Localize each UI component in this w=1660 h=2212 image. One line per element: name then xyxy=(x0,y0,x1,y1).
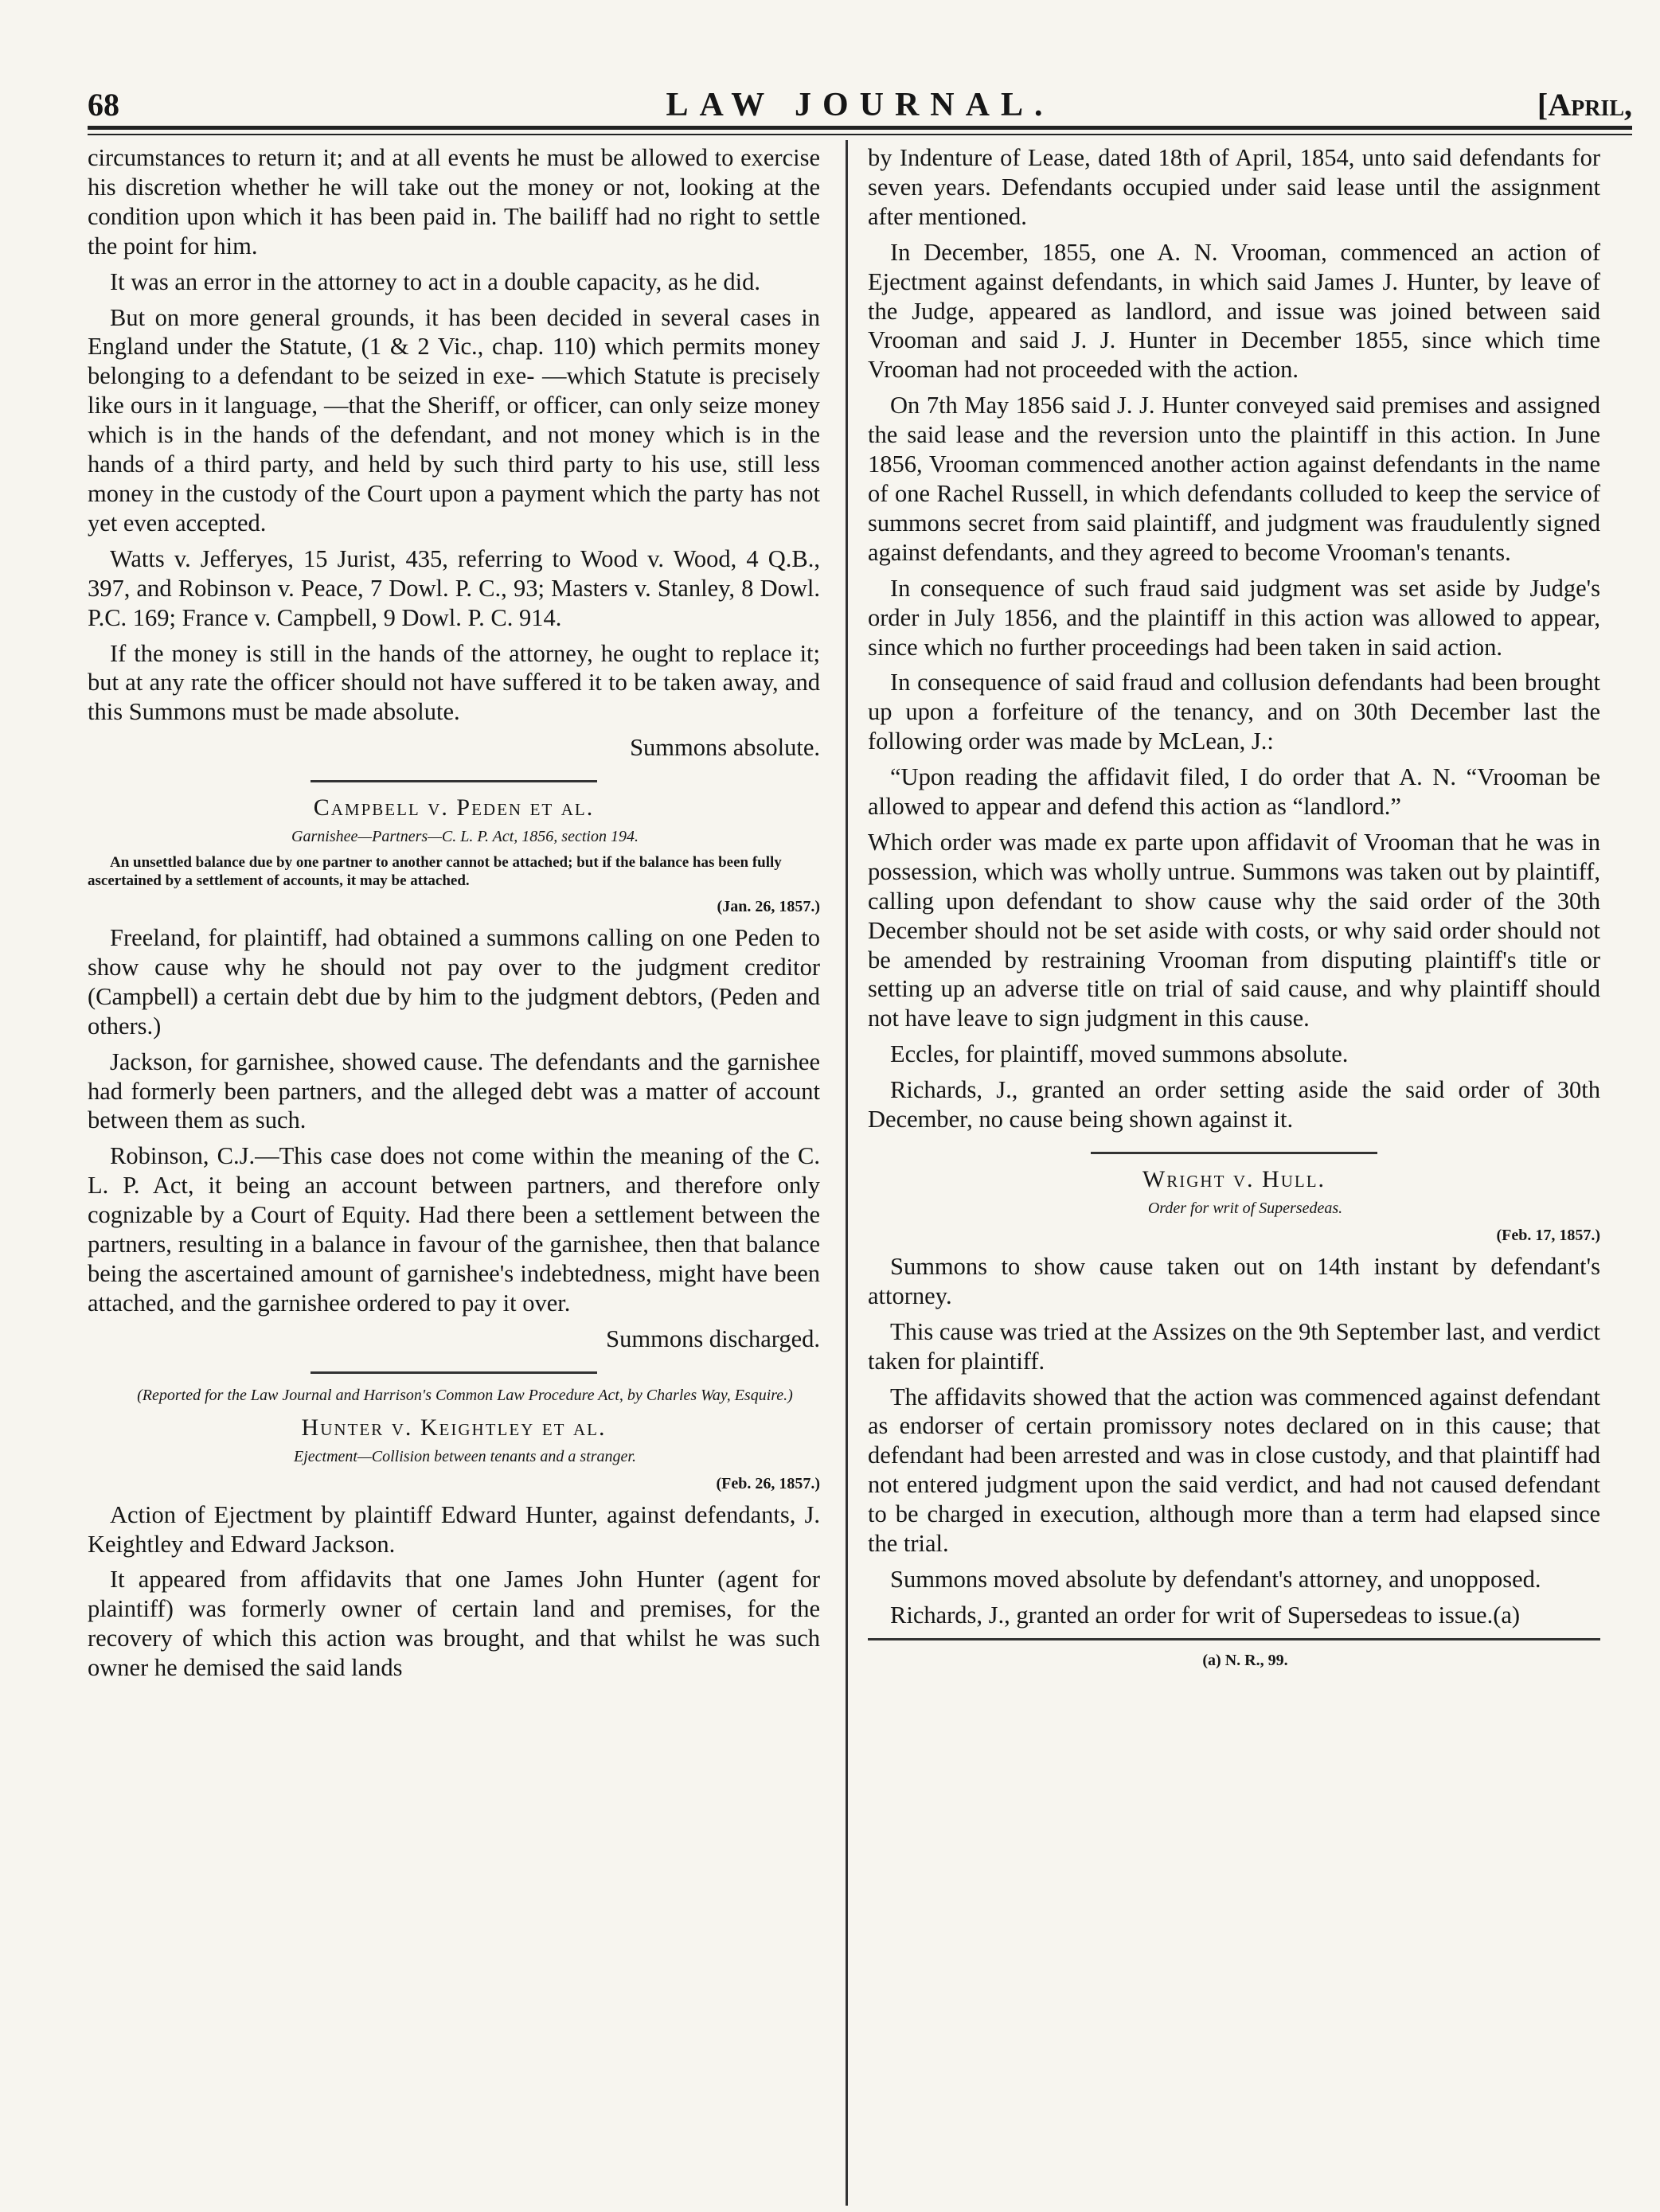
paragraph: Summons moved absolute by defendant's attorney, and unopposed. xyxy=(890,1565,1541,1593)
paragraph: by Indenture of Lease, dated 18th of April, 1854, unto said defendants for seven years. Defendants occupied under said lease until the assignment after mentioned. xyxy=(868,144,1600,230)
paragraph: Freeland, for plaintiff, had obtained a summons calling on one Peden to show cause why he should not pay over to the judgment creditor (Campbell) a certain debt due by him to the judgment debtors, (Peden and others.) xyxy=(88,924,820,1040)
case-separator xyxy=(311,1371,597,1374)
journal-title: LAW JOURNAL. xyxy=(666,87,1054,123)
header-rule xyxy=(88,126,1632,130)
paragraph: But on more general grounds, it has been decided in several cases in England under the Statute, (1 & 2 Vic., chap. 110) which permits money belonging to a defendant to be seized in exe- —which Statute is precisely like ours in it language, —that the Sheriff, or officer, can only seize money which is in the hands of the defendant, and not money which is in the hands of a third party, and held by such third party to his use, still less money in the custody of the Court upon a payment which the party has not yet even accepted. xyxy=(88,303,820,536)
page-number: 68 xyxy=(88,87,119,123)
paragraph: Action of Ejectment by plaintiff Edward Hunter, against defendants, J. Keightley and Edward Jackson. xyxy=(88,1500,820,1558)
paragraph: Robinson, C.J.—This case does not come within the meaning of the C. L. P. Act, it being an account between partners, and therefore only cognizable by a Court of Equity. Had there been a settlement between the partners, resulting in a balance in favour of the garnishee, then that balance being the ascertained amount of garnishee's indebtedness, might have been attached, and the garnishee ordered to pay it over. xyxy=(88,1142,820,1317)
case-title: Campbell v. Peden et al. xyxy=(313,794,595,821)
case-date: (Feb. 26, 1857.) xyxy=(716,1474,820,1492)
paragraph: It appeared from affidavits that one James John Hunter (agent for plaintiff) was formerly owner of certain land and premises, for the recovery of which this action was brought, and that whilst he was such owner he demised the said lands xyxy=(88,1566,820,1682)
case-subject: Ejectment—Collision between tenants and a stranger. xyxy=(294,1447,636,1465)
case-title: Hunter v. Keightley et al. xyxy=(301,1414,607,1441)
paragraph: It was an error in the attorney to act in a double capacity, as he did. xyxy=(110,267,760,295)
footnote: (a) N. R., 99. xyxy=(1202,1651,1288,1669)
headnote: An unsettled balance due by one partner to another cannot be attached; but if the balance has been fully ascertained by a settlement of accounts, it may be attached. xyxy=(88,854,782,890)
paragraph: In December, 1855, one A. N. Vrooman, commenced an action of Ejectment against defendants, in which said James J. Hunter, by leave of the Judge, appeared as landlord, and issue was joined between said Vrooman and said J. J. Hunter in December 1855, since which time Vrooman had not proceeded with the action. xyxy=(868,238,1600,384)
paragraph: In consequence of said fraud and collusion defendants had been brought up upon a forfeiture of the tenancy, and on 30th December last the following order was made by McLean, J.: xyxy=(868,669,1600,755)
column-divider xyxy=(846,140,848,2206)
paragraph: In consequence of such fraud said judgment was set aside by Judge's order in July 1856, and the plaintiff in this action was allowed to appear, since which no further proceedings had been taken in said action. xyxy=(868,574,1600,661)
paragraph: The affidavits showed that the action was commenced against defendant as endorser of certain promissory notes declared on in this cause; that defendant had been arrested and was in close custody, and that plaintiff had not entered judgment upon the said verdict, and had not caused defendant to be charged in execution, although more than a term had elapsed since the trial. xyxy=(868,1383,1600,1558)
ruling: Summons discharged. xyxy=(606,1324,820,1352)
citation-paragraph: Watts v. Jefferyes, 15 Jurist, 435, referring to Wood v. Wood, 4 Q.B., 397, and Robinson v. Peace, 7 Dowl. P. C., 93; Masters v. Stanley, 8 Dowl. P.C. 169; France v. Campbell, 9 Dowl. P. C. 914. xyxy=(88,544,820,631)
header-month: [April, xyxy=(1537,87,1632,123)
footnote-rule xyxy=(868,1638,1600,1640)
paragraph: Which order was made ex parte upon affidavit of Vrooman that he was in possession, which was wholly untrue. Summons was taken out by plaintiff, calling upon defendant to show cause why the said order of the 30th December should not be set aside with costs, or why said order should not be amended by restraining Vrooman from disputing plaintiff's title or setting up an adverse title on trial of said cause, and why plaintiff should not have leave to sign judgment in this cause. xyxy=(868,828,1600,1032)
paragraph: If the money is still in the hands of the attorney, he ought to replace it; but at any rate the officer should not have suffered it to be taken away, and this Summons must be made absolute. xyxy=(88,639,820,726)
case-separator xyxy=(311,780,597,782)
paragraph: Eccles, for plaintiff, moved summons absolute. xyxy=(890,1040,1349,1068)
paragraph: circumstances to return it; and at all events he must be allowed to exercise his discretion whether he will take out the money or not, looking at the condition upon which it has been paid in. The bailiff had no right to settle the point for him. xyxy=(88,144,820,259)
paragraph: Richards, J., granted an order for writ of Supersedeas to issue.(a) xyxy=(890,1601,1521,1629)
right-column xyxy=(868,143,1600,1677)
ruling: Summons absolute. xyxy=(630,734,820,762)
paragraph: This cause was tried at the Assizes on the 9th September last, and verdict taken for plaintiff. xyxy=(868,1317,1600,1375)
left-column xyxy=(88,143,820,1689)
reporter-note: (Reported for the Law Journal and Harrison's Common Law Procedure Act, by Charles Way, Esquire.) xyxy=(137,1386,793,1404)
case-date: (Jan. 26, 1857.) xyxy=(717,898,820,916)
case-subject: Order for writ of Supersedeas. xyxy=(1147,1199,1343,1217)
case-date: (Feb. 17, 1857.) xyxy=(1496,1226,1600,1244)
case-separator xyxy=(1091,1152,1377,1154)
paragraph: On 7th May 1856 said J. J. Hunter conveyed said premises and assigned the said lease and the reversion unto the plaintiff in this action. In June 1856, Vrooman commenced another action against defendants in the name of one Rachel Russell, in which defendants colluded to keep the service of summons secret from said plaintiff, and judgment was fraudulently signed against defendants, and they agreed to become Vrooman's tenants. xyxy=(868,392,1600,566)
paragraph: Summons to show cause taken out on 14th instant by defendant's attorney. xyxy=(868,1252,1600,1309)
case-subject: Garnishee—Partners—C. L. P. Act, 1856, section 194. xyxy=(291,828,639,846)
running-header xyxy=(88,86,1632,131)
case-title: Wright v. Hull. xyxy=(1142,1166,1326,1192)
paragraph: Jackson, for garnishee, showed cause. The defendants and the garnishee had formerly been partners, and the alleged debt was a matter of account between them as such. xyxy=(88,1047,820,1134)
header-rule-thin xyxy=(88,134,1632,135)
paragraph: Richards, J., granted an order setting aside the said order of 30th December, no cause being shown against it. xyxy=(868,1076,1600,1133)
quoted-order: “Upon reading the affidavit filed, I do order that A. N. “Vrooman be allowed to appear and defend this action as “landlord.” xyxy=(868,763,1600,821)
